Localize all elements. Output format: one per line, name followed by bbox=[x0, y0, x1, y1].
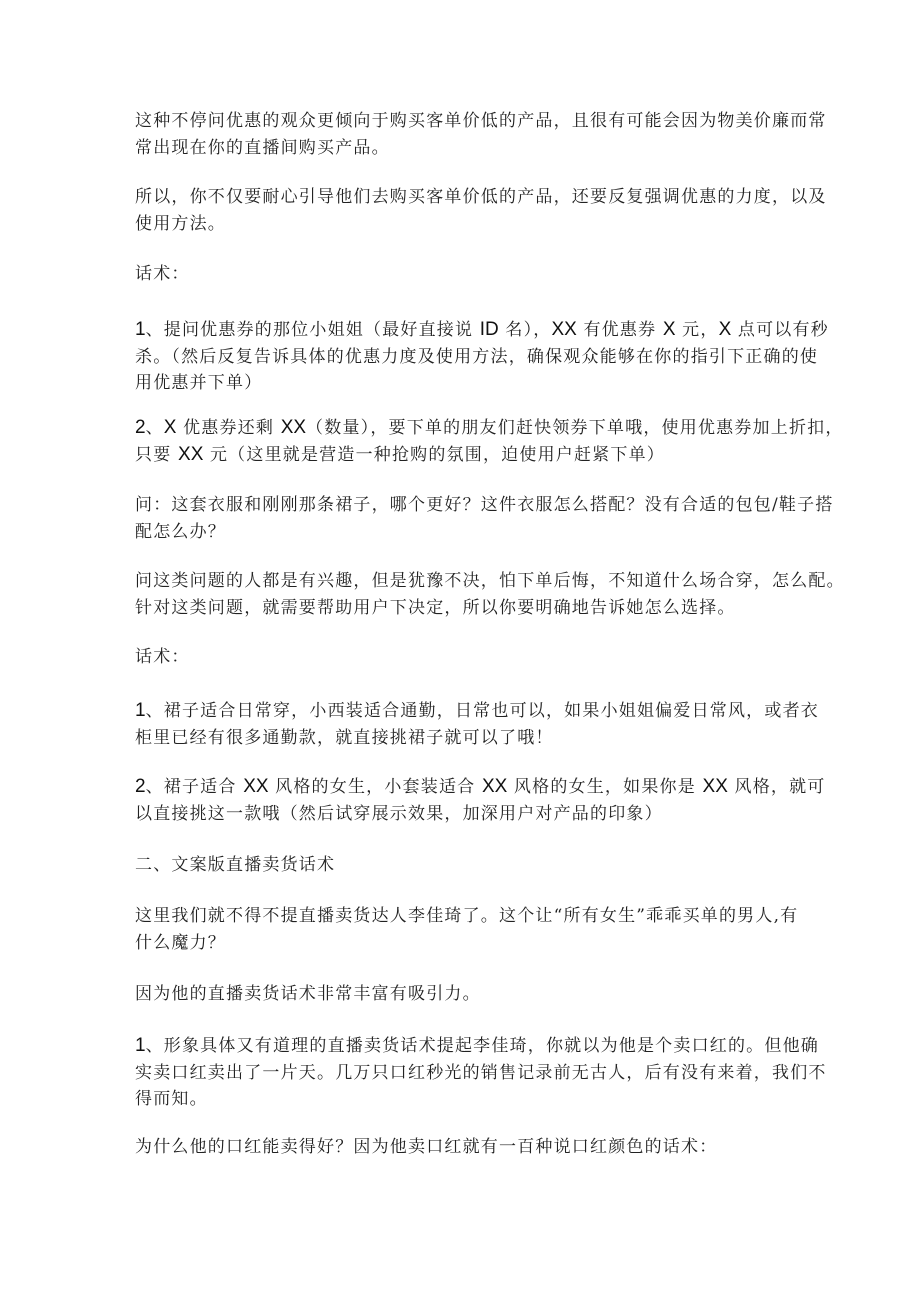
text-segment: 、裙子适合日常穿，小西装适合通勤，日常也可以，如果小姐姐偏爱日常风，或者衣 bbox=[145, 701, 819, 721]
text-segment: 这种不停问优惠的观众更倾向于购买客单价低的产品，且很有可能会因为物美价廉而常 bbox=[135, 111, 827, 131]
text-line bbox=[135, 725, 554, 751]
text-segment: 名）， bbox=[498, 320, 552, 340]
text-segment: 元（这里就是营造一种抢购的氛围，迫使用户赶紧下单） bbox=[203, 444, 665, 465]
text-line bbox=[135, 568, 845, 594]
text-segment: 因为他的直播卖货话术非常丰富有吸引力。 bbox=[135, 984, 481, 1004]
latin-text: XX bbox=[243, 776, 269, 797]
text-line bbox=[135, 344, 818, 370]
text-line bbox=[135, 1033, 819, 1059]
text-line bbox=[135, 1134, 717, 1160]
text-line bbox=[135, 492, 834, 518]
text-segment: 话术： bbox=[135, 647, 190, 667]
text-line bbox=[135, 519, 226, 545]
text-segment: 问这类问题的人都是有兴趣，但是犹豫不决，怕下单后悔，不知道什么场合穿，怎么配。 bbox=[135, 571, 845, 591]
text-line bbox=[135, 415, 844, 441]
text-line bbox=[135, 644, 190, 670]
text-segment: 常出现在你的直播间购买产品。 bbox=[135, 137, 390, 158]
latin-text: 1 bbox=[135, 1035, 146, 1056]
latin-text: XX bbox=[481, 776, 508, 797]
text-segment: 用优惠并下单） bbox=[135, 373, 263, 393]
text-segment: 得而知。 bbox=[135, 1089, 208, 1109]
latin-text: XX bbox=[551, 319, 577, 340]
text-segment: 风格，就可 bbox=[727, 777, 826, 797]
latin-text: ID bbox=[479, 319, 499, 340]
latin-text: X bbox=[662, 319, 676, 340]
text-segment: 二、文案版直播卖货话术 bbox=[135, 855, 336, 875]
text-segment: 只要 bbox=[135, 444, 179, 465]
latin-text: X bbox=[163, 417, 177, 438]
text-segment: 这里我们就不得不提直播卖货达人李佳琦了。这个让“所有女生”乖乖买单的男人,有 bbox=[135, 906, 799, 926]
text-line bbox=[135, 370, 262, 396]
text-segment: 所以，你不仅要耐心引导他们去购买客单价低的产品，还要反复强调优惠的力度，以及 bbox=[135, 187, 827, 207]
latin-text: XX bbox=[280, 417, 307, 438]
text-line bbox=[135, 442, 665, 468]
latin-text: XX bbox=[702, 776, 728, 797]
text-line bbox=[135, 981, 481, 1007]
text-segment: （数量），要下单的朋友们赶快领券下单哦，使用优惠券加上折扣， bbox=[306, 418, 844, 438]
latin-text: 1 bbox=[135, 700, 146, 721]
text-segment: 有优惠券 bbox=[576, 320, 663, 340]
latin-text: XX bbox=[178, 443, 204, 465]
text-segment: 、裙子适合 bbox=[145, 777, 244, 797]
latin-text: 1 bbox=[135, 319, 146, 340]
text-segment: 为什么他的口红能卖得好？因为他卖口红就有一百种说口红颜色的话术： bbox=[135, 1137, 718, 1157]
text-line bbox=[135, 135, 390, 161]
text-line bbox=[135, 774, 826, 800]
text-line bbox=[135, 903, 798, 929]
text-segment: 使用方法。 bbox=[135, 213, 226, 234]
text-segment: 什么魔力？ bbox=[135, 932, 226, 953]
text-segment: 、形象具体又有道理的直播卖货话术提起李佳琦，你就以为他是个卖口红的。但他确 bbox=[145, 1036, 819, 1056]
text-line bbox=[135, 317, 829, 343]
text-line bbox=[135, 801, 663, 827]
text-segment: 风格的女生，小套装适合 bbox=[268, 777, 482, 797]
text-segment: 、 bbox=[145, 418, 164, 438]
text-line bbox=[135, 852, 335, 878]
text-segment: 柜里已经有很多通勤款，就直接挑裙子就可以了哦！ bbox=[135, 727, 554, 748]
text-segment: 针对这类问题，就需要帮助用户下决定，所以你要明确地告诉她怎么选择。 bbox=[135, 597, 736, 618]
text-line bbox=[135, 698, 819, 724]
latin-text: X bbox=[718, 319, 732, 340]
latin-text: 2 bbox=[135, 417, 146, 438]
text-segment: 问：这套衣服和刚刚那条裙子，哪个更好？这件衣服怎么搭配？没有合适的包包/鞋子搭 bbox=[135, 495, 834, 515]
text-line bbox=[135, 595, 736, 621]
text-segment: 杀。（然后反复告诉具体的优惠力度及使用方法，确保观众能够在你的指引下正确的使 bbox=[135, 346, 819, 367]
text-line bbox=[135, 930, 226, 956]
text-line bbox=[135, 261, 190, 287]
text-segment: 点可以有秒 bbox=[731, 320, 829, 340]
text-segment: 元， bbox=[675, 320, 719, 340]
text-segment: 配怎么办？ bbox=[135, 521, 226, 542]
text-segment: 以直接挑这一款哦（然后试穿展示效果，加深用户对产品的印象） bbox=[135, 803, 663, 824]
text-segment: 、提问优惠券的那位小姐姐（最好直接说 bbox=[145, 320, 480, 340]
text-segment: 话术： bbox=[135, 264, 190, 284]
text-line bbox=[135, 184, 827, 210]
latin-text: 2 bbox=[135, 776, 146, 797]
text-line bbox=[135, 108, 827, 134]
text-line bbox=[135, 211, 226, 237]
text-segment: 优惠券还剩 bbox=[176, 418, 281, 438]
text-line bbox=[135, 1086, 208, 1112]
text-line bbox=[135, 1060, 827, 1086]
text-segment: 风格的女生，如果你是 bbox=[507, 777, 703, 797]
text-segment: 实卖口红卖出了一片天。几万只口红秒光的销售记录前无古人，后有没有来着，我们不 bbox=[135, 1062, 827, 1083]
